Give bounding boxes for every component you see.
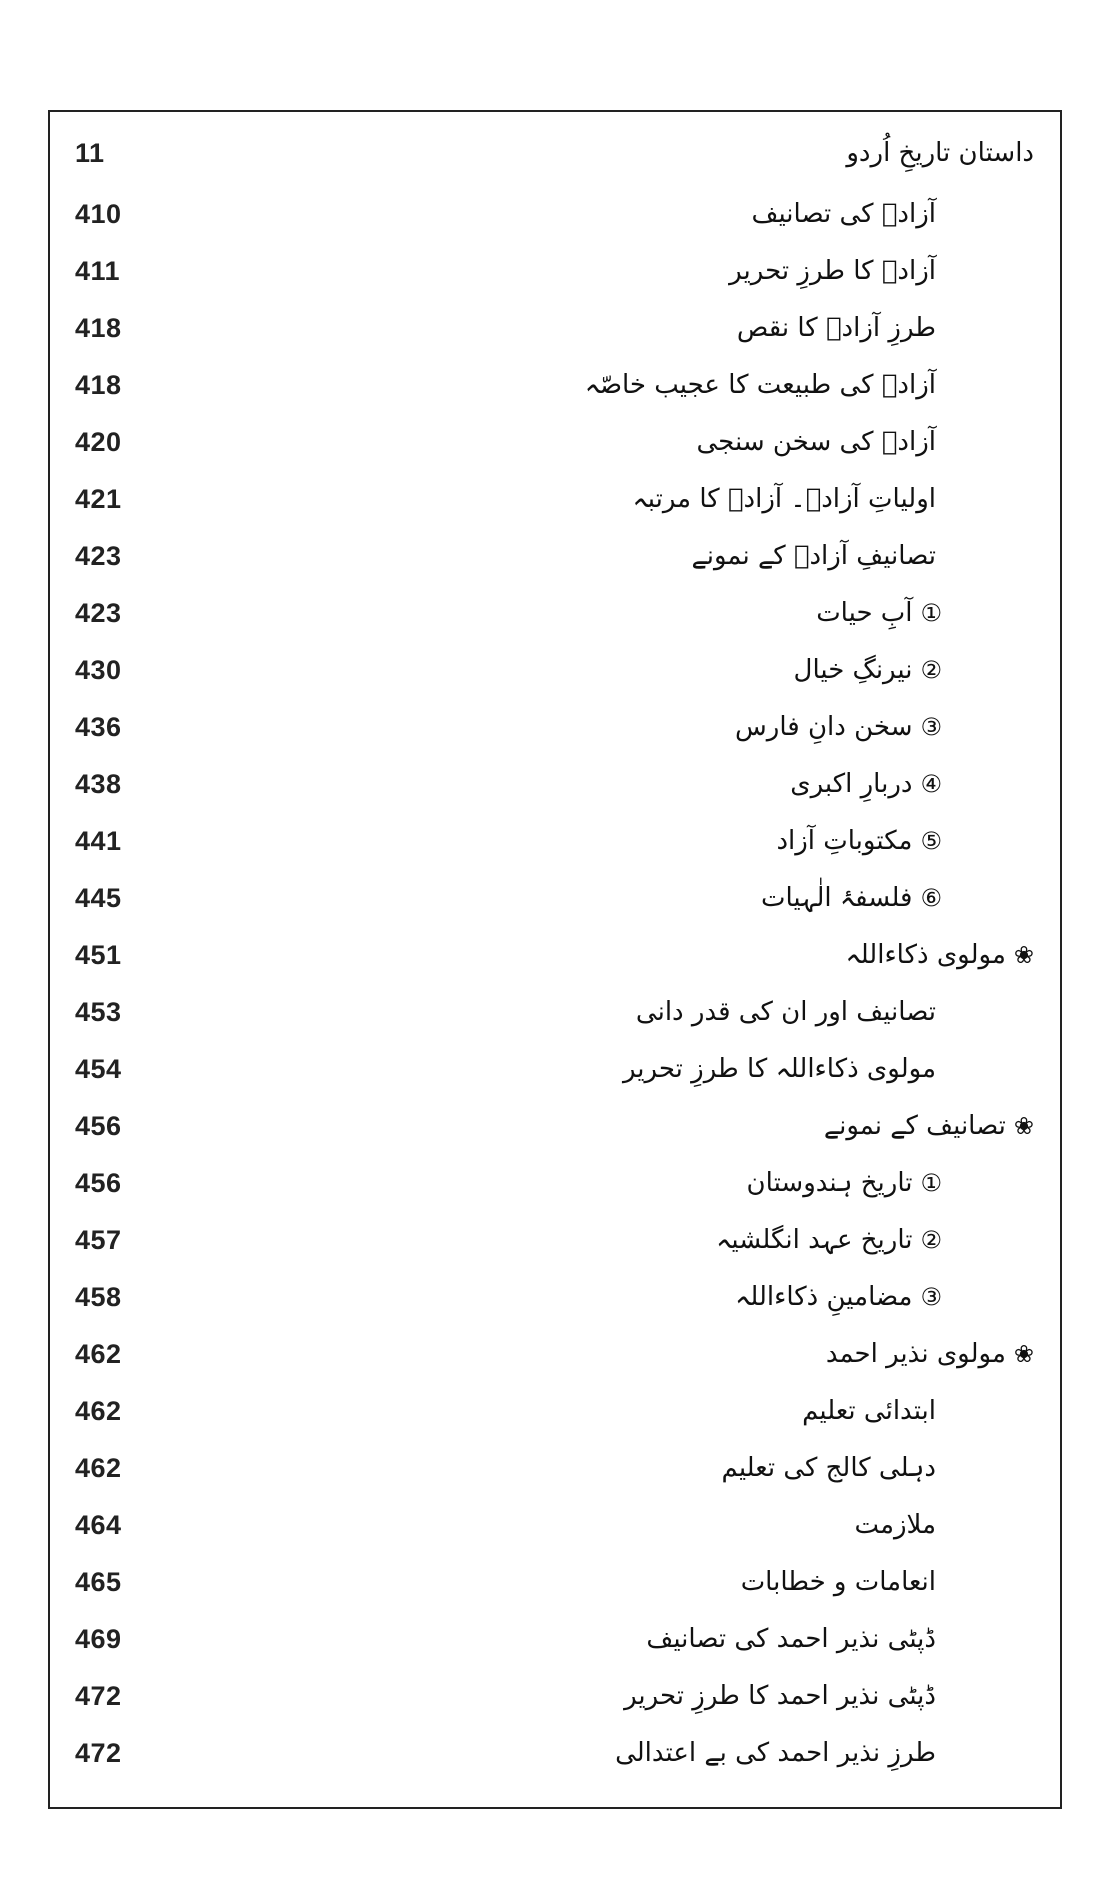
toc-header-row bbox=[50, 125, 1060, 182]
toc-entry[interactable] bbox=[50, 642, 1060, 699]
running-header-title: داستان تاریخِ اُردو bbox=[846, 138, 1034, 168]
toc-page-number: 418 bbox=[75, 313, 122, 343]
toc-entry[interactable] bbox=[50, 1269, 1060, 1326]
toc-page-number: 462 bbox=[75, 1339, 122, 1369]
toc-entry-title: تصانیف اور ان کی قدر دانی bbox=[635, 997, 936, 1027]
toc-entry[interactable] bbox=[50, 585, 1060, 642]
toc-page-number: 410 bbox=[75, 199, 122, 229]
toc-page-number: 456 bbox=[75, 1111, 122, 1141]
toc-entry-text: تاریخ عہد انگلشیہ bbox=[716, 1225, 913, 1255]
circled-number-marker: ② bbox=[920, 656, 942, 684]
toc-entry-title: انعامات و خطابات bbox=[740, 1567, 936, 1597]
toc-page-number: 456 bbox=[75, 1168, 122, 1198]
header-page-number: 11 bbox=[75, 138, 105, 168]
toc-page-number: 411 bbox=[75, 256, 121, 286]
toc-entry-text: تاریخ ہندوستان bbox=[746, 1168, 913, 1198]
flower-icon: ❀ bbox=[1013, 1112, 1034, 1140]
toc-entry-title bbox=[776, 813, 942, 870]
toc-page-number: 462 bbox=[75, 1396, 122, 1426]
toc-page-number: 418 bbox=[75, 370, 122, 400]
toc-page-number: 472 bbox=[75, 1681, 122, 1711]
toc-entry-title: آزادؔ کی سخن سنجی bbox=[696, 427, 936, 457]
toc-entry-text: دربارِ اکبری bbox=[790, 769, 913, 799]
toc-page-number: 457 bbox=[75, 1225, 122, 1255]
circled-number-marker: ① bbox=[920, 1169, 942, 1197]
toc-entry[interactable] bbox=[50, 1155, 1060, 1212]
toc-entry-title bbox=[735, 699, 942, 756]
circled-number-marker: ① bbox=[920, 599, 942, 627]
toc-entry-title bbox=[747, 1155, 942, 1212]
toc-page-number: 421 bbox=[75, 484, 122, 514]
toc-entry[interactable] bbox=[50, 1725, 1060, 1782]
toc-entry-title bbox=[794, 642, 942, 699]
toc-entry-title: آزادؔ کی طبیعت کا عجیب خاصّہ bbox=[584, 370, 936, 400]
toc-entry[interactable] bbox=[50, 1668, 1060, 1725]
toc-entry-title bbox=[816, 585, 942, 642]
toc-entry-title: اولیاتِ آزادؔ۔ آزادؔ کا مرتبہ bbox=[632, 484, 936, 514]
toc-page-number: 453 bbox=[75, 997, 122, 1027]
toc-entry-text: مکتوباتِ آزاد bbox=[776, 826, 913, 856]
toc-entry[interactable] bbox=[50, 870, 1060, 927]
toc-entry-title: ملازمت bbox=[854, 1510, 936, 1540]
toc-page-number: 462 bbox=[75, 1453, 122, 1483]
flower-icon: ❀ bbox=[1013, 1340, 1034, 1368]
toc-entry-text: تصانیف کے نمونے bbox=[823, 1111, 1006, 1141]
toc-entry-text: نیرنگِ خیال bbox=[793, 655, 913, 685]
toc-entry-text: مولوی نذیر احمد bbox=[825, 1339, 1006, 1369]
toc-entry-title bbox=[790, 756, 942, 813]
toc-entry[interactable] bbox=[50, 1440, 1060, 1497]
circled-number-marker: ③ bbox=[920, 1283, 942, 1311]
toc-entry[interactable] bbox=[50, 1611, 1060, 1668]
toc-entry[interactable] bbox=[50, 1554, 1060, 1611]
circled-number-marker: ⑥ bbox=[920, 884, 942, 912]
toc-entry[interactable] bbox=[50, 414, 1060, 471]
flower-icon: ❀ bbox=[1013, 941, 1034, 969]
toc-entry[interactable] bbox=[50, 984, 1060, 1041]
toc-page-number: 472 bbox=[75, 1738, 122, 1768]
toc-entry[interactable] bbox=[50, 756, 1060, 813]
circled-number-marker: ④ bbox=[920, 770, 942, 798]
toc-entry[interactable] bbox=[50, 699, 1060, 756]
toc-entry-title bbox=[826, 1326, 1034, 1383]
toc-page-number: 469 bbox=[75, 1624, 122, 1654]
toc-entry-title: طرزِ آزادؔ کا نقص bbox=[736, 313, 936, 343]
toc-entry-text: مولوی ذکاءاللہ bbox=[845, 940, 1006, 970]
toc-entry-title: مولوی ذکاءاللہ کا طرزِ تحریر bbox=[622, 1054, 936, 1084]
circled-number-marker: ⑤ bbox=[920, 827, 942, 855]
toc-entry-title bbox=[824, 1098, 1034, 1155]
toc-entry-title: طرزِ نذیر احمد کی بے اعتدالی bbox=[615, 1738, 936, 1768]
circled-number-marker: ② bbox=[920, 1226, 942, 1254]
toc-page-number: 423 bbox=[75, 598, 122, 628]
toc-page-number: 458 bbox=[75, 1282, 122, 1312]
toc-page-number: 465 bbox=[75, 1567, 122, 1597]
toc-page-number: 430 bbox=[75, 655, 122, 685]
toc-entry-text: مضامینِ ذکاءاللہ bbox=[735, 1282, 913, 1312]
toc-entry-title bbox=[735, 1269, 942, 1326]
toc-page-number: 451 bbox=[75, 940, 122, 970]
toc-entry-title: آزادؔ کا طرزِ تحریر bbox=[729, 256, 936, 286]
toc-entry-title: آزادؔ کی تصانیف bbox=[751, 199, 936, 229]
toc-entry[interactable] bbox=[50, 1497, 1060, 1554]
toc-entry[interactable] bbox=[50, 186, 1060, 243]
toc-entry-title bbox=[761, 870, 942, 927]
toc-page-number: 438 bbox=[75, 769, 122, 799]
toc-section-heading[interactable] bbox=[50, 1326, 1060, 1383]
toc-entry-text: آبِ حیات bbox=[816, 598, 913, 628]
toc-entry[interactable] bbox=[50, 357, 1060, 414]
toc-entry-title: ابتدائی تعلیم bbox=[802, 1396, 936, 1426]
toc-entry[interactable] bbox=[50, 1041, 1060, 1098]
toc-page-number: 436 bbox=[75, 712, 122, 742]
toc-entry-text: فلسفۂ الٰہیات bbox=[760, 883, 913, 913]
toc-entry-title bbox=[845, 927, 1034, 984]
toc-section-heading[interactable] bbox=[50, 1098, 1060, 1155]
toc-page-number: 464 bbox=[75, 1510, 122, 1540]
toc-entry-title: دہلی کالج کی تعلیم bbox=[721, 1453, 936, 1483]
circled-number-marker: ③ bbox=[920, 713, 942, 741]
toc-page-number: 420 bbox=[75, 427, 122, 457]
toc-entry-title: ڈپٹی نذیر احمد کا طرزِ تحریر bbox=[624, 1681, 936, 1711]
toc-entry-text: سخن دانِ فارس bbox=[735, 712, 913, 742]
toc-entry-title: تصانیفِ آزادؔ کے نمونے bbox=[691, 541, 936, 571]
toc-page-number: 445 bbox=[75, 883, 122, 913]
toc-entry[interactable] bbox=[50, 243, 1060, 300]
toc-entry[interactable] bbox=[50, 1212, 1060, 1269]
toc-entry-title: ڈپٹی نذیر احمد کی تصانیف bbox=[646, 1624, 936, 1654]
toc-entry-title bbox=[716, 1212, 942, 1269]
toc-entry[interactable] bbox=[50, 813, 1060, 870]
toc-entry[interactable] bbox=[50, 1383, 1060, 1440]
toc-entry[interactable] bbox=[50, 471, 1060, 528]
toc-entry[interactable] bbox=[50, 528, 1060, 585]
toc-entry[interactable] bbox=[50, 300, 1060, 357]
toc-page-number: 454 bbox=[75, 1054, 122, 1084]
toc-section-heading[interactable] bbox=[50, 927, 1060, 984]
toc-page-number: 441 bbox=[75, 826, 122, 856]
page-frame bbox=[48, 110, 1062, 1809]
toc-page-number: 423 bbox=[75, 541, 122, 571]
